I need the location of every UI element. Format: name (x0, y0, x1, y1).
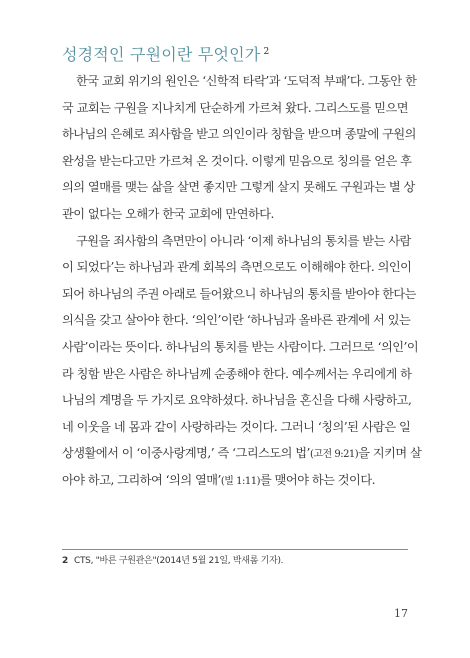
footnote-divider (62, 549, 408, 550)
page-number: 17 (394, 607, 408, 620)
paragraph-line: 구원을 죄사함의 측면만이 아니라 ‘이제 하나님의 통치를 받는 사람 (76, 233, 411, 248)
paragraph-line: 관이 없다는 오해가 한국 교회에 만연하다. (62, 206, 274, 221)
line-text: 을 지키며 살 (358, 446, 422, 461)
line-text: 를 맺어야 하는 것이다. (260, 472, 375, 487)
footnote-text: CTS, "바른 구원관은"(2014년 5월 21일, 박새롬 기자). (73, 556, 284, 566)
footnote-number: 2 (62, 556, 68, 566)
paragraph-line: 네 이웃을 네 몸과 같이 사랑하라는 것이다. 그러니 ‘칭의’된 사람은 일 (62, 419, 411, 434)
paragraph-line (62, 440, 422, 467)
section-title: 성경적인 구원이란 무엇인가 (62, 45, 261, 64)
paragraph-line: 되어 하나님의 주권 아래로 들어왔으니 하나님의 통치를 받아야 한다는 (62, 286, 416, 301)
paragraph-line: 라 칭함 받은 사람은 하나님께 순종해야 한다. 예수께서는 우리에게 하 (62, 366, 412, 381)
paragraph-line (62, 467, 408, 494)
paragraph-line: 의식을 갖고 살아야 한다. ‘의인’이란 ‘하나님과 올바른 관계에 서 있는 (62, 313, 411, 328)
scripture-reference: (고전 9:21) (309, 449, 359, 461)
footnote (62, 553, 283, 566)
footnote-reference: 2 (263, 47, 270, 57)
line-text: 상생활에서 이 ‘이중사랑계명,’ 즉 ‘그리스도의 법’ (62, 446, 310, 461)
section-heading (62, 42, 269, 65)
paragraph-line: 한국 교회 위기의 원인은 ‘신학적 타락’과 ‘도덕적 부패’다. 그동안 한 (76, 74, 417, 88)
paragraph-line: 이 되었다’는 하나님과 관계 회복의 측면으로도 이해해야 한다. 의인이 (62, 260, 412, 275)
paragraph-line: 사람’이라는 뜻이다. 하나님의 통치를 받는 사람이다. 그러므로 ‘의인’이 (62, 339, 419, 354)
body-text (62, 68, 422, 494)
paragraph-line: 하나님의 은혜로 죄사함을 받고 의인이라 칭함을 받으며 종말에 구원의 (62, 127, 416, 142)
line-text: 아야 하고, 그리하여 ‘의의 열매’ (62, 472, 221, 487)
paragraph-line: 나님의 계명을 두 가지로 요약하셨다. 하나님을 혼신을 다해 사랑하고, (62, 393, 412, 408)
paragraph-line: 완성을 받는다고만 가르쳐 온 것이다. 이렇게 믿음으로 칭의를 얻은 후 (62, 153, 412, 168)
paragraph-line: 의의 열매를 맺는 삶을 살면 좋지만 그렇게 살지 못해도 구원과는 별 상 (62, 180, 415, 195)
paragraph-line: 국 교회는 구원을 지나치게 단순하게 가르쳐 왔다. 그리스도를 믿으면 (62, 100, 409, 115)
scripture-reference: (빌 1:11) (220, 475, 261, 487)
